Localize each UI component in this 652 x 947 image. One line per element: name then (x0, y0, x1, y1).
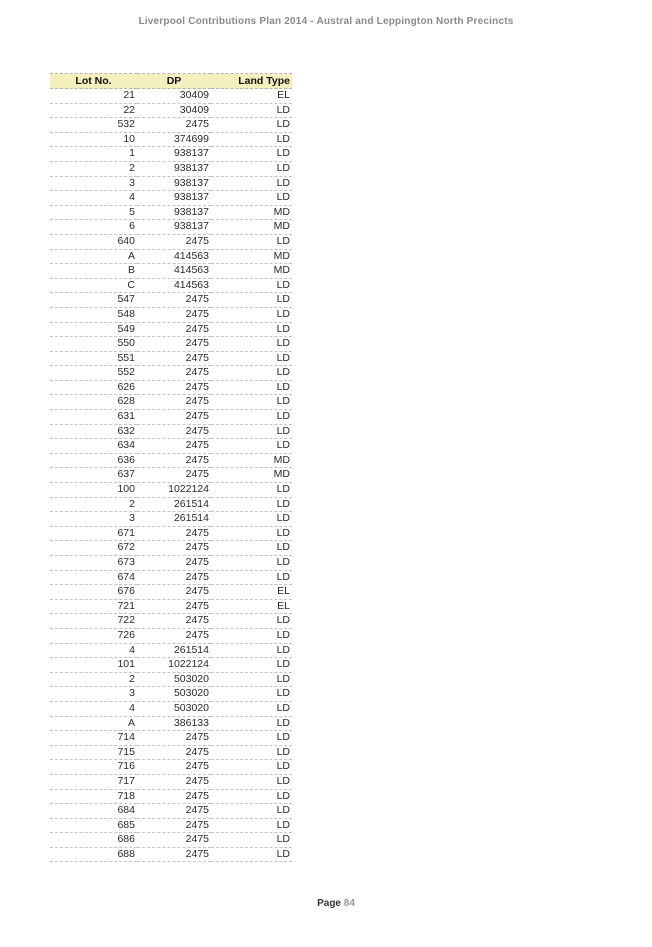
cell-dp: 1022124 (137, 658, 211, 673)
cell-lot-no: 4 (50, 701, 137, 716)
cell-land-type: LD (211, 628, 292, 643)
cell-land-type: MD (211, 220, 292, 235)
cell-lot-no: 640 (50, 234, 137, 249)
cell-lot-no: 548 (50, 307, 137, 322)
page-header (0, 16, 652, 27)
cell-dp: 938137 (137, 220, 211, 235)
cell-land-type: LD (211, 818, 292, 833)
cell-dp: 503020 (137, 672, 211, 687)
table-row (50, 147, 292, 162)
cell-land-type: LD (211, 716, 292, 731)
table-header-row (50, 74, 292, 89)
cell-dp: 374699 (137, 132, 211, 147)
table-row (50, 556, 292, 571)
cell-land-type: LD (211, 147, 292, 162)
table-row (50, 614, 292, 629)
cell-dp: 2475 (137, 118, 211, 133)
cell-lot-no: 6 (50, 220, 137, 235)
cell-land-type: LD (211, 526, 292, 541)
cell-land-type: LD (211, 161, 292, 176)
cell-lot-no: C (50, 278, 137, 293)
cell-land-type: LD (211, 556, 292, 571)
table-row (50, 497, 292, 512)
cell-lot-no: 671 (50, 526, 137, 541)
table-row (50, 249, 292, 264)
table-row (50, 789, 292, 804)
cell-dp: 2475 (137, 804, 211, 819)
cell-lot-no: A (50, 249, 137, 264)
cell-land-type: LD (211, 672, 292, 687)
cell-lot-no: 21 (50, 89, 137, 104)
cell-dp: 261514 (137, 512, 211, 527)
cell-lot-no: 3 (50, 687, 137, 702)
cell-land-type: LD (211, 512, 292, 527)
cell-dp: 2475 (137, 337, 211, 352)
cell-dp: 2475 (137, 541, 211, 556)
cell-dp: 2475 (137, 847, 211, 862)
cell-lot-no: 3 (50, 176, 137, 191)
cell-lot-no: 4 (50, 191, 137, 206)
cell-lot-no: 688 (50, 847, 137, 862)
cell-land-type: LD (211, 614, 292, 629)
cell-dp: 2475 (137, 453, 211, 468)
column-header-lot-no: Lot No. (50, 74, 137, 89)
cell-land-type: LD (211, 366, 292, 381)
cell-dp: 2475 (137, 818, 211, 833)
cell-land-type: LD (211, 176, 292, 191)
cell-land-type: LD (211, 395, 292, 410)
cell-lot-no: 684 (50, 804, 137, 819)
cell-land-type: LD (211, 687, 292, 702)
cell-land-type: LD (211, 497, 292, 512)
cell-land-type: LD (211, 774, 292, 789)
table-row (50, 220, 292, 235)
cell-land-type: LD (211, 103, 292, 118)
cell-lot-no: 552 (50, 366, 137, 381)
cell-dp: 503020 (137, 701, 211, 716)
table-row (50, 541, 292, 556)
cell-land-type: LD (211, 234, 292, 249)
cell-dp: 2475 (137, 322, 211, 337)
cell-dp: 2475 (137, 731, 211, 746)
table-row (50, 526, 292, 541)
cell-lot-no: 722 (50, 614, 137, 629)
cell-dp: 2475 (137, 351, 211, 366)
cell-lot-no: 673 (50, 556, 137, 571)
cell-lot-no: 717 (50, 774, 137, 789)
cell-lot-no: 632 (50, 424, 137, 439)
table-row (50, 453, 292, 468)
cell-land-type: EL (211, 599, 292, 614)
table-row (50, 716, 292, 731)
cell-dp: 386133 (137, 716, 211, 731)
page-number: 84 (343, 898, 355, 909)
cell-lot-no: 2 (50, 161, 137, 176)
table-row (50, 774, 292, 789)
cell-lot-no: 715 (50, 745, 137, 760)
cell-lot-no: 2 (50, 497, 137, 512)
cell-dp: 2475 (137, 424, 211, 439)
cell-lot-no: 672 (50, 541, 137, 556)
cell-dp: 2475 (137, 410, 211, 425)
column-header-land-type: Land Type (211, 74, 292, 89)
cell-lot-no: 634 (50, 439, 137, 454)
table-row (50, 103, 292, 118)
cell-land-type: LD (211, 380, 292, 395)
cell-dp: 30409 (137, 103, 211, 118)
cell-land-type: LD (211, 731, 292, 746)
table-row (50, 89, 292, 104)
cell-land-type: LD (211, 118, 292, 133)
table-row (50, 337, 292, 352)
cell-land-type: LD (211, 410, 292, 425)
cell-land-type: LD (211, 307, 292, 322)
table-row (50, 570, 292, 585)
cell-dp: 2475 (137, 570, 211, 585)
cell-land-type: LD (211, 439, 292, 454)
cell-lot-no: 631 (50, 410, 137, 425)
table-row (50, 731, 292, 746)
table-row (50, 234, 292, 249)
cell-land-type: LD (211, 789, 292, 804)
cell-dp: 2475 (137, 585, 211, 600)
cell-dp: 2475 (137, 234, 211, 249)
cell-dp: 2475 (137, 307, 211, 322)
cell-dp: 1022124 (137, 483, 211, 498)
cell-lot-no: 3 (50, 512, 137, 527)
cell-lot-no: 628 (50, 395, 137, 410)
cell-lot-no: 550 (50, 337, 137, 352)
cell-dp: 2475 (137, 760, 211, 775)
cell-lot-no: B (50, 264, 137, 279)
cell-land-type: LD (211, 351, 292, 366)
cell-dp: 938137 (137, 176, 211, 191)
cell-land-type: LD (211, 804, 292, 819)
table-body (50, 89, 292, 862)
cell-dp: 938137 (137, 161, 211, 176)
cell-dp: 2475 (137, 774, 211, 789)
cell-land-type: LD (211, 541, 292, 556)
table-row (50, 293, 292, 308)
page-footer (0, 898, 652, 909)
cell-land-type: LD (211, 760, 292, 775)
cell-lot-no: A (50, 716, 137, 731)
column-header-dp: DP (137, 74, 211, 89)
cell-lot-no: 4 (50, 643, 137, 658)
page-label: Page (317, 898, 341, 909)
cell-land-type: LD (211, 833, 292, 848)
table-row (50, 643, 292, 658)
cell-lot-no: 674 (50, 570, 137, 585)
cell-dp: 938137 (137, 191, 211, 206)
table-row (50, 161, 292, 176)
cell-dp: 2475 (137, 380, 211, 395)
cell-dp: 2475 (137, 628, 211, 643)
cell-lot-no: 100 (50, 483, 137, 498)
table-row (50, 687, 292, 702)
cell-land-type: MD (211, 249, 292, 264)
table-row (50, 483, 292, 498)
cell-land-type: LD (211, 643, 292, 658)
table-row (50, 322, 292, 337)
table-row (50, 818, 292, 833)
table-row (50, 118, 292, 133)
cell-land-type: LD (211, 745, 292, 760)
table-row (50, 847, 292, 862)
cell-lot-no: 547 (50, 293, 137, 308)
cell-land-type: LD (211, 191, 292, 206)
cell-land-type: MD (211, 453, 292, 468)
cell-dp: 2475 (137, 526, 211, 541)
cell-dp: 414563 (137, 264, 211, 279)
cell-lot-no: 718 (50, 789, 137, 804)
table-row (50, 833, 292, 848)
cell-lot-no: 626 (50, 380, 137, 395)
cell-land-type: LD (211, 337, 292, 352)
cell-land-type: LD (211, 847, 292, 862)
table-row (50, 760, 292, 775)
table-row (50, 512, 292, 527)
cell-dp: 414563 (137, 249, 211, 264)
table-row (50, 424, 292, 439)
table-row (50, 599, 292, 614)
table-row (50, 468, 292, 483)
cell-lot-no: 2 (50, 672, 137, 687)
cell-dp: 2475 (137, 468, 211, 483)
table-row (50, 585, 292, 600)
cell-dp: 938137 (137, 147, 211, 162)
table-row (50, 628, 292, 643)
cell-land-type: LD (211, 132, 292, 147)
lot-land-type-table (50, 73, 292, 862)
cell-land-type: EL (211, 89, 292, 104)
cell-land-type: LD (211, 658, 292, 673)
cell-dp: 2475 (137, 366, 211, 381)
table-row (50, 132, 292, 147)
cell-land-type: MD (211, 264, 292, 279)
cell-lot-no: 549 (50, 322, 137, 337)
table-row (50, 380, 292, 395)
cell-land-type: LD (211, 570, 292, 585)
cell-lot-no: 532 (50, 118, 137, 133)
cell-dp: 2475 (137, 789, 211, 804)
table-row (50, 264, 292, 279)
cell-dp: 2475 (137, 439, 211, 454)
cell-land-type: MD (211, 468, 292, 483)
table-row (50, 366, 292, 381)
table-row (50, 658, 292, 673)
cell-dp: 261514 (137, 643, 211, 658)
table-row (50, 701, 292, 716)
cell-dp: 938137 (137, 205, 211, 220)
cell-land-type: LD (211, 278, 292, 293)
cell-lot-no: 10 (50, 132, 137, 147)
cell-lot-no: 101 (50, 658, 137, 673)
table-row (50, 804, 292, 819)
cell-dp: 2475 (137, 599, 211, 614)
cell-dp: 2475 (137, 556, 211, 571)
table-row (50, 191, 292, 206)
cell-land-type: EL (211, 585, 292, 600)
cell-dp: 2475 (137, 833, 211, 848)
table-row (50, 176, 292, 191)
cell-land-type: LD (211, 293, 292, 308)
table-row (50, 351, 292, 366)
table-row (50, 439, 292, 454)
cell-lot-no: 686 (50, 833, 137, 848)
cell-land-type: LD (211, 424, 292, 439)
cell-dp: 2475 (137, 745, 211, 760)
cell-dp: 503020 (137, 687, 211, 702)
table-row (50, 395, 292, 410)
cell-lot-no: 726 (50, 628, 137, 643)
cell-lot-no: 676 (50, 585, 137, 600)
table-row (50, 278, 292, 293)
cell-land-type: LD (211, 483, 292, 498)
table-row (50, 745, 292, 760)
cell-lot-no: 1 (50, 147, 137, 162)
cell-dp: 2475 (137, 614, 211, 629)
cell-lot-no: 636 (50, 453, 137, 468)
cell-dp: 261514 (137, 497, 211, 512)
cell-lot-no: 721 (50, 599, 137, 614)
cell-lot-no: 637 (50, 468, 137, 483)
cell-lot-no: 685 (50, 818, 137, 833)
cell-lot-no: 22 (50, 103, 137, 118)
table-row (50, 307, 292, 322)
table-row (50, 205, 292, 220)
table-row (50, 410, 292, 425)
cell-lot-no: 714 (50, 731, 137, 746)
cell-lot-no: 716 (50, 760, 137, 775)
cell-land-type: MD (211, 205, 292, 220)
cell-lot-no: 551 (50, 351, 137, 366)
cell-land-type: LD (211, 322, 292, 337)
cell-dp: 30409 (137, 89, 211, 104)
cell-dp: 2475 (137, 293, 211, 308)
cell-dp: 414563 (137, 278, 211, 293)
cell-land-type: LD (211, 701, 292, 716)
cell-lot-no: 5 (50, 205, 137, 220)
table-row (50, 672, 292, 687)
document-title: Liverpool Contributions Plan 2014 - Austral and Leppington North Precincts (138, 16, 514, 27)
cell-dp: 2475 (137, 395, 211, 410)
